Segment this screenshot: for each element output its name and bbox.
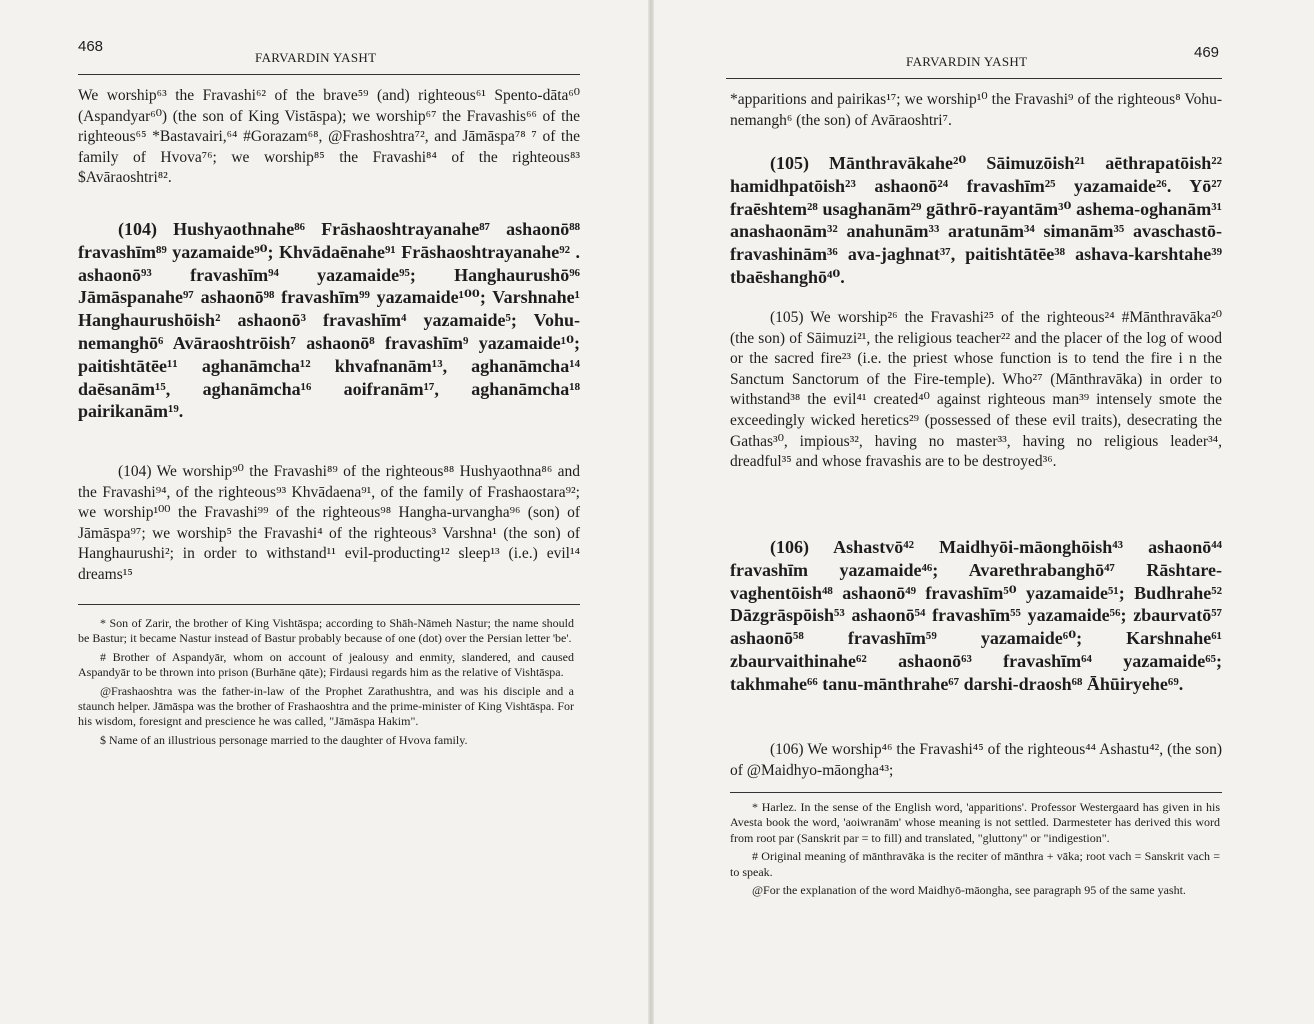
footnote: # Original meaning of mānthravāka is the reciter of mānthra + vāka; root vach = Sanskrit vach = to speak.	[730, 849, 1220, 879]
avestan-verse-106	[730, 536, 1222, 696]
continuation-paragraph	[730, 90, 1222, 131]
left-page	[60, 0, 580, 1024]
footnote: * Harlez. In the sense of the English word, 'apparitions'. Professor Westergaard has given in his Avesta book the word, 'aoiwranām' whose meaning is not settled. Darmesteter has derived this word from root par (Sanskrit par = to fill) and translated, "gluttony" or "indigestion".	[730, 800, 1220, 845]
footnote-rule	[730, 792, 1222, 793]
page-number: 469	[1194, 44, 1220, 61]
footnote-rule	[78, 604, 580, 605]
paragraph-text: We worship⁶³ the Fravashi⁶² of the brave⁵⁹ (and) righteous⁶¹ Spento-dāta⁶⁰ (Aspandyar⁶⁰) (the son of King Vistāspa); we worship⁶⁷ the Fravashis⁶⁶ of the righteous⁶⁵ *Bastavairi,⁶⁴ #Gorazam⁶⁸, @Frashoshtra⁷², and Jāmāspa⁷⁸ ⁷ of the family of Hvova⁷⁶; we worship⁸⁵ the Fravashi⁸⁴ of the righteous⁸³ $Avāraoshtri⁸².	[78, 87, 580, 187]
footnote: * Son of Zarir, the brother of King Vishtāspa; according to Shāh-Nāmeh Nastur; the name should be Bastur; it became Nastur instead of Bastur probably because of one (dot) over the Persian letter 'be'.	[78, 616, 574, 646]
translation-text: (104) We worship⁹⁰ the Fravashi⁸⁹ of the righteous⁸⁸ Hushyaothna⁸⁶ and the Fravashi⁹⁴, of the righteous⁹³ Khvādaena⁹¹, of the family of Frashaostara⁹²; we worship¹⁰⁰ the Fravashi⁹⁹ of the righteous⁹⁸ Hangha-urvangha⁹⁶ (son) of Jāmāspa⁹⁷; we worship⁵ the Fravashi⁴ of the righteous³ Varshna¹ (the son) of Hanghaurushi²; in order to withstand¹¹ evil-producting¹² sleep¹³ (i.e.) evil¹⁴ dreams¹⁵	[78, 463, 580, 583]
page-number: 468	[78, 38, 104, 55]
translation-106	[730, 740, 1222, 781]
avestan-text: (106) Ashastvō⁴² Maidhyōi-māonghōish⁴³ ashaonō⁴⁴ fravashīm yazamaide⁴⁶; Avarethrabanghō⁴⁷ Rāshtare-vaghentōish⁴⁸ ashaonō⁴⁹ fravashīm⁵⁰ yazamaide⁵¹; Budhrahe⁵² Dāzgrāspōish⁵³ ashaonō⁵⁴ fravashīm⁵⁵ yazamaide⁵⁶; zbaurvatō⁵⁷ ashaonō⁵⁸ fravashīm⁵⁹ yazamaide⁶⁰; Karshnahe⁶¹ zbaurvaithinahe⁶² ashaonō⁶³ fravashīm⁶⁴ yazamaide⁶⁵; takhmahe⁶⁶ tanu-mānthrahe⁶⁷ darshi-draosh⁶⁸ Āhūiryehe⁶⁹.	[730, 537, 1222, 694]
header-rule	[726, 78, 1222, 79]
avestan-text: (104) Hushyaothnahe⁸⁶ Frāshaoshtrayanahe⁸⁷ ashaonō⁸⁸ fravashīm⁸⁹ yazamaide⁹⁰; Khvādaēnahe⁹¹ Frāshaoshtrayanahe⁹² . ashaonō⁹³ fravashīm⁹⁴ yazamaide⁹⁵; Hanghaurushō⁹⁶ Jāmāspanahe⁹⁷ ashaonō⁹⁸ fravashīm⁹⁹ yazamaide¹⁰⁰; Varshnahe¹ Hanghaurushōish² ashaonō³ fravashīm⁴ yazamaide⁵; Vohu-nemanghō⁶ Avāraoshtrōish⁷ ashaonō⁸ fravashīm⁹ yazamaide¹⁰; paitishtātēe¹¹ aghanāmcha¹² khvafnanām¹³, aghanāmcha¹⁴ daēsanām¹⁵, aghanāmcha¹⁶ aoifranām¹⁷, aghanāmcha¹⁸ pairikanām¹⁹.	[78, 219, 580, 422]
footnotes	[730, 800, 1220, 901]
avestan-text: (105) Mānthravākahe²⁰ Sāimuzōish²¹ aēthrapatōish²² hamidhpatōish²³ ashaonō²⁴ fravashīm²⁵ yazamaide²⁶. Yō²⁷ fraēshtem²⁸ usaghanām²⁹ gāthrō-rayantām³⁰ ashema-oghanām³¹ anashaonām³² anahunām³³ aratunām³⁴ simanām³⁵ avaschastō-fravashinām³⁶ ava-jaghnat³⁷, paitishtātēe³⁸ ashava-karshtahe³⁹ tbaēshanghō⁴⁰.	[730, 153, 1222, 287]
translation-105	[730, 308, 1222, 473]
right-page	[726, 0, 1226, 1024]
footnote: # Brother of Aspandyār, whom on account of jealousy and enmity, slandered, and caused Aspandyār to be thrown into prison (Burhāne qāte); Firdausi regards him as the relative of Vishtāspa.	[78, 649, 574, 680]
footnote: $ Name of an illustrious personage married to the daughter of Hvova family.	[100, 732, 468, 747]
translation-text: (106) We worship⁴⁶ the Fravashi⁴⁵ of the righteous⁴⁴ Ashastu⁴², (the son) of @Maidhyo-māongha⁴³;	[730, 741, 1222, 779]
paragraph-text: *apparitions and pairikas¹⁷; we worship¹⁰ the Fravashi⁹ of the righteous⁸ Vohu-nemangh⁶ (the son) of Avāraoshtri⁷.	[730, 91, 1222, 129]
running-head: FARVARDIN YASHT	[906, 54, 1028, 69]
avestan-verse-105	[730, 152, 1222, 289]
footnote: @Frashaoshtra was the father-in-law of the Prophet Zarathushtra, and was his disciple and a staunch helper. Jāmāspa was the brother of Frashaoshtra and the prime-minister of King Vishtāspa. For his wisdom, foresignt and prescience he was called, "Jāmāspa Hakim".	[78, 683, 574, 729]
footnotes	[78, 616, 574, 751]
book-gutter	[648, 0, 654, 1024]
footnote: @For the explanation of the word Maidhyō-māongha, see paragraph 95 of the same yasht.	[752, 883, 1186, 898]
avestan-verse-104	[78, 218, 580, 423]
continuation-paragraph	[78, 86, 580, 189]
translation-104	[78, 462, 580, 586]
translation-text: (105) We worship²⁶ the Fravashi²⁵ of the righteous²⁴ #Mānthravāka²⁰ (the son) of Sāimuzi²¹, the religious teacher²² and the placer of the log of wood or the sacred fire²³ (i.e. the priest whose function is to tend the fire i n the Sanctum Sanctorum of the Fire-temple). Who²⁷ (Mānthravāka) in order to withstand³⁸ the evil⁴¹ created⁴⁰ against righteous man³⁹ intensely smote the exceedingly wicked heretics²⁹ (possessed of these evil traits), desecrating the Gathas³⁰, impious³², having no master³³, having no religious leader³⁴, dreadful³⁵ and whose fravashis are to be destroyed³⁶.	[730, 309, 1222, 471]
running-head: FARVARDIN YASHT	[255, 50, 377, 65]
header-rule	[78, 74, 580, 75]
